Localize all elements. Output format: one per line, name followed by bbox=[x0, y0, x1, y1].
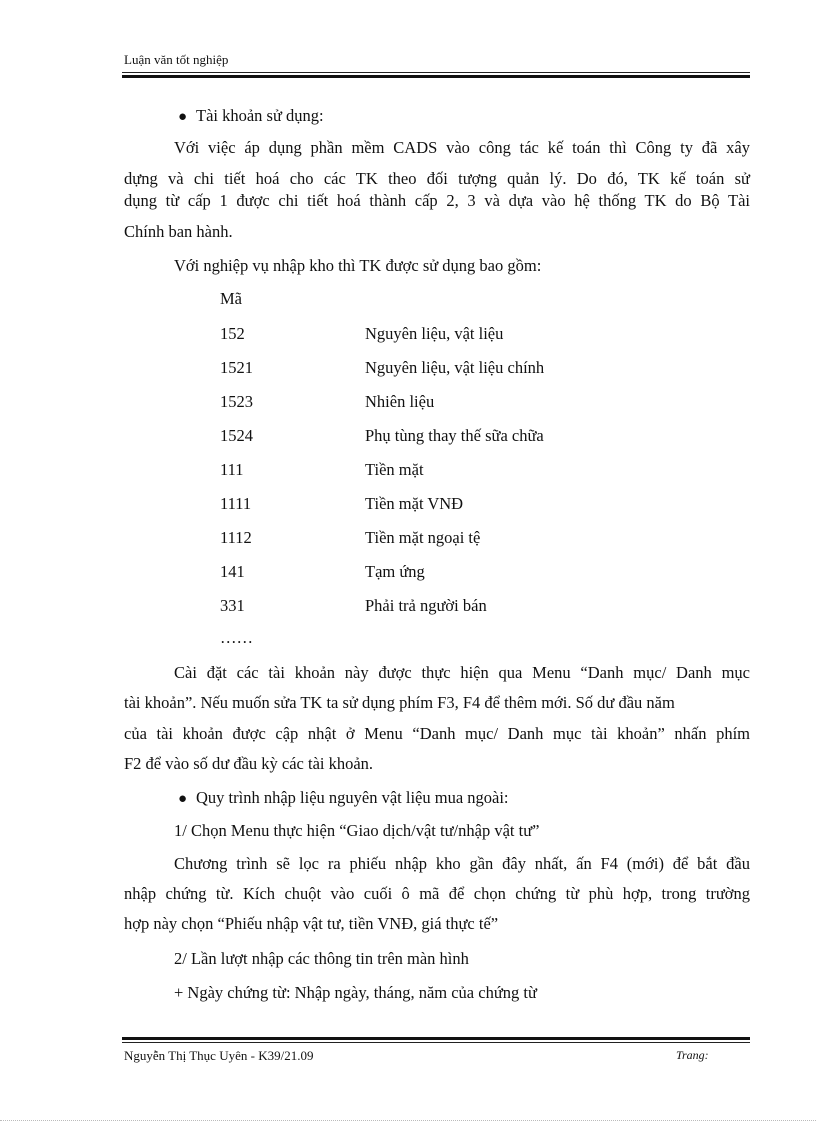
paragraph-line: hợp này chọn “Phiếu nhập vật tư, tiền VNĐ, giá thực tế” bbox=[124, 914, 499, 933]
account-code: 1111 bbox=[220, 494, 252, 513]
paragraph-line: Cài đặt các tài khoản này được thực hiện qua Menu “Danh mục/ Danh mục bbox=[174, 663, 750, 682]
footer-page-label: Trang: bbox=[676, 1048, 709, 1062]
paragraph-line: dựng và chi tiết hoá cho các TK theo đối tượng quản lý. Do đó, TK kế toán sử bbox=[124, 169, 750, 188]
account-name: Phụ tùng thay thế sữa chữa bbox=[365, 426, 544, 445]
step-2: 2/ Lần lượt nhập các thông tin trên màn hình bbox=[174, 949, 469, 968]
paragraph-line: của tài khoản được cập nhật ở Menu “Danh mục/ Danh mục tài khoản” nhấn phím bbox=[124, 724, 750, 743]
paragraph-line: tài khoản”. Nếu muốn sửa TK ta sử dụng phím F3, F4 để thêm mới. Số dư đầu năm bbox=[124, 693, 675, 712]
account-code: 1524 bbox=[220, 426, 253, 445]
account-name: Tiền mặt ngoại tệ bbox=[365, 528, 481, 547]
account-name: Nguyên liệu, vật liệu bbox=[365, 324, 504, 343]
paragraph-line: dụng từ cấp 1 được chi tiết hoá thành cấp 2, 3 và dựa vào hệ thống TK do Bộ Tài bbox=[124, 191, 750, 210]
account-name: Phải trả người bán bbox=[365, 596, 487, 615]
bullet-icon: ● bbox=[178, 109, 188, 125]
account-name: Tạm ứng bbox=[365, 562, 425, 581]
bullet-icon: ● bbox=[178, 791, 188, 807]
account-name: Tiền mặt bbox=[365, 460, 424, 479]
footer-author: Nguyễn Thị Thục Uyên - K39/21.09 bbox=[124, 1048, 314, 1063]
account-code: 1112 bbox=[220, 528, 252, 547]
header-rule-thin bbox=[122, 72, 750, 73]
page-edge-divider bbox=[0, 1120, 816, 1121]
account-code: 331 bbox=[220, 596, 245, 615]
header-rule-thick bbox=[122, 75, 750, 78]
account-code: 111 bbox=[220, 460, 244, 479]
account-list-ellipsis: …… bbox=[220, 628, 253, 647]
paragraph-line: F2 để vào số dư đầu kỳ các tài khoản. bbox=[124, 754, 374, 773]
account-code: 1523 bbox=[220, 392, 253, 411]
footer-rule-thick bbox=[122, 1037, 750, 1040]
account-code: 1521 bbox=[220, 358, 253, 377]
account-code: 152 bbox=[220, 324, 245, 343]
paragraph-intro-accounts: Với nghiệp vụ nhập kho thì TK được sử dụng bao gồm: bbox=[174, 256, 542, 275]
paragraph-line: Với việc áp dụng phần mềm CADS vào công tác kế toán thì Công ty đã xây bbox=[174, 138, 750, 157]
footer-rule-thin bbox=[122, 1042, 750, 1043]
account-list-header: Mã bbox=[220, 289, 242, 308]
paragraph-line: nhập chứng từ. Kích chuột vào cuối ô mã để chọn chứng từ phù hợp, trong trường bbox=[124, 884, 750, 903]
step-1: 1/ Chọn Menu thực hiện “Giao dịch/vật tư/nhập vật tư” bbox=[174, 821, 540, 840]
header-title: Luận văn tốt nghiệp bbox=[124, 52, 229, 67]
paragraph-line: Chính ban hành. bbox=[124, 222, 233, 241]
section-heading-accounts: Tài khoản sử dụng: bbox=[196, 106, 324, 125]
step-2-item: + Ngày chứng từ: Nhập ngày, tháng, năm của chứng từ bbox=[174, 983, 537, 1002]
account-name: Nguyên liệu, vật liệu chính bbox=[365, 358, 545, 377]
paragraph-line: Chương trình sẽ lọc ra phiếu nhập kho gần đây nhất, ấn F4 (mới) để bắt đầu bbox=[174, 854, 750, 873]
account-name: Nhiên liệu bbox=[365, 392, 435, 411]
section-heading-procedure: Quy trình nhập liệu nguyên vật liệu mua ngoài: bbox=[196, 788, 509, 807]
account-code: 141 bbox=[220, 562, 245, 581]
account-name: Tiền mặt VNĐ bbox=[365, 494, 464, 513]
